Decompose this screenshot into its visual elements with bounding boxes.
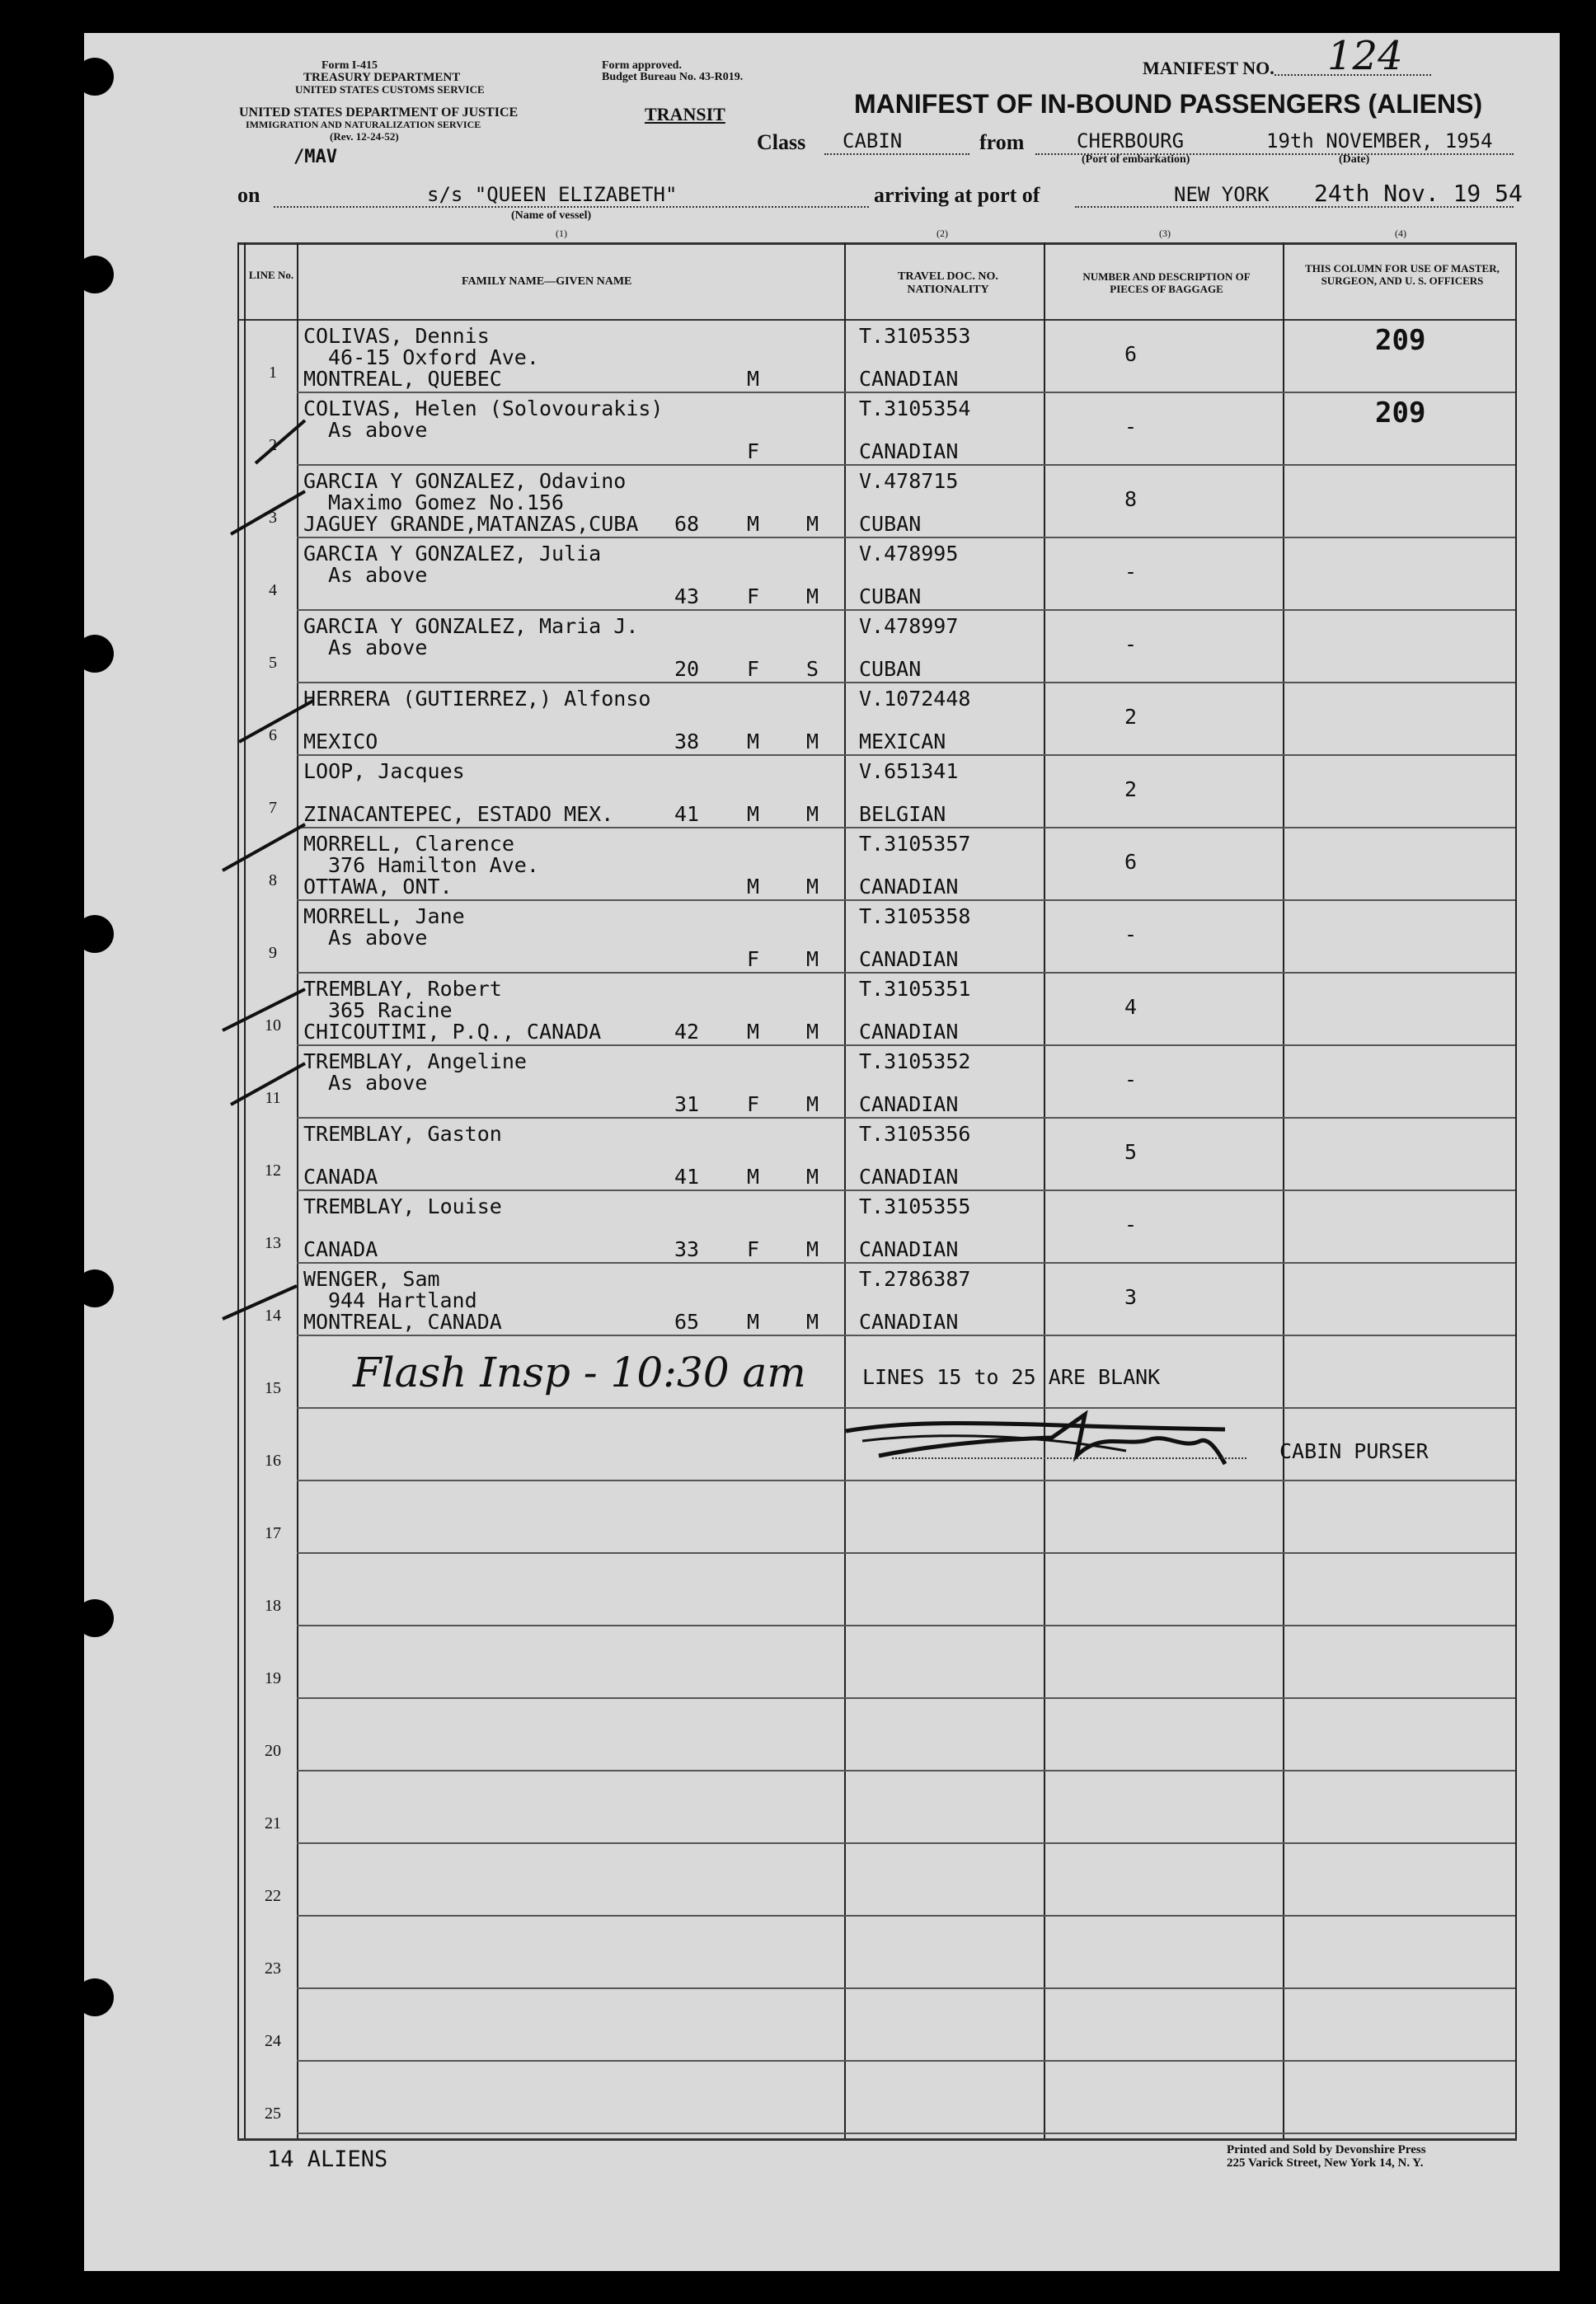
line-number: 12 [265,1161,281,1180]
officer-mark: 209 [1375,324,1426,357]
line-number: 8 [269,871,277,889]
sex: F [747,657,760,681]
line-number: 23 [265,1959,281,1978]
col-header-travel-doc: TRAVEL DOC. NO. NATIONALITY [898,270,998,296]
nationality: CANADIAN [859,947,959,971]
manifest-no-value: 124 [1327,33,1403,79]
nationality: CANADIAN [859,367,959,391]
col-header-baggage: NUMBER AND DESCRIPTION OF PIECES OF BAGGAGE [1082,270,1251,295]
name-line: TREMBLAY, Robert [303,977,502,1001]
row-divider [297,1335,1515,1336]
city-line: MONTREAL, CANADA [303,1310,502,1334]
approved-label: Form approved. [602,59,682,72]
row-divider [297,1117,1515,1119]
baggage-count: 8 [1124,487,1138,511]
name-line: HERRERA (GUTIERREZ,) Alfonso [303,687,651,711]
sex: F [747,439,760,463]
row-divider [297,754,1515,756]
name-line: COLIVAS, Helen (Solovourakis) [303,397,664,420]
vessel-name: s/s "QUEEN ELIZABETH" [427,183,678,206]
travel-doc-number: T.3105355 [859,1194,971,1218]
marital-status: M [806,730,819,753]
on-label: on [237,183,261,207]
address-line: Maximo Gomez No.156 [328,490,564,514]
printer-line-2: 225 Varick Street, New York 14, N. Y. [1227,2156,1424,2170]
nationality: CANADIAN [859,1310,959,1334]
city-line: CHICOUTIMI, P.Q., CANADA [303,1020,602,1044]
mav-label: /MAV [293,147,337,167]
manifest-title: MANIFEST OF IN-BOUND PASSENGERS (ALIENS) [854,89,1483,119]
line-number: 18 [265,1597,281,1615]
travel-doc-number: V.1072448 [859,687,971,711]
name-line: TREMBLAY, Louise [303,1194,502,1218]
name-line: MORRELL, Clarence [303,832,514,856]
row-divider [297,609,1515,611]
printer-line-1: Printed and Sold by Devonshire Press [1227,2143,1426,2156]
age: 68 [674,512,700,536]
row-divider [297,1842,1515,1844]
line-number: 5 [269,654,277,672]
name-divider [844,242,846,2140]
address-line: 376 Hamilton Ave. [328,853,539,877]
address-line: 46-15 Oxford Ave. [328,345,539,369]
marital-status: M [806,512,819,536]
class-label: Class [757,130,806,154]
name-line: COLIVAS, Dennis [303,324,490,348]
col-header-officers: THIS COLUMN FOR USE OF MASTER, SURGEON, AND U. S. OFFICERS [1305,262,1500,287]
city-line: JAGUEY GRANDE,MATANZAS,CUBA [303,512,639,536]
arriving-label: arriving at port of [874,183,1040,207]
nationality: CANADIAN [859,1165,959,1189]
line-number: 9 [269,944,277,962]
col-header-line-no: LINE No. [248,269,294,281]
nationality: CANADIAN [859,439,959,463]
travel-doc-number: T.2786387 [859,1267,971,1291]
travel-doc-number: T.3105351 [859,977,971,1001]
age: 41 [674,802,700,826]
punch-hole [76,915,114,953]
baggage-count: 2 [1124,705,1138,729]
baggage-count: 6 [1124,342,1138,366]
sex: M [747,875,760,899]
marital-status: M [806,1092,819,1116]
table-top-border [237,242,1517,245]
nationality: CUBAN [859,584,922,608]
travel-doc-number: T.3105354 [859,397,971,420]
marital-status: M [806,1165,819,1189]
purser-signature [838,1398,1242,1480]
total-aliens: 14 ALIENS [267,2147,388,2172]
line-number: 15 [265,1379,281,1397]
nationality: CANADIAN [859,875,959,899]
line-number: 4 [269,581,277,599]
name-line: GARCIA Y GONZALEZ, Odavino [303,469,627,493]
city-line: OTTAWA, ONT. [303,875,453,899]
line-number: 20 [265,1742,281,1760]
line-number: 6 [269,726,277,744]
marital-status: M [806,947,819,971]
nationality: CUBAN [859,657,922,681]
city-line: CANADA [303,1165,378,1189]
name-line: MORRELL, Jane [303,904,465,928]
baggage-count: - [1124,1213,1138,1236]
name-line: TREMBLAY, Angeline [303,1049,527,1073]
col-caption-3: (3) [1159,228,1171,239]
date-caption: (Date) [1339,153,1370,166]
baggage-count: 3 [1124,1285,1138,1309]
line-number: 22 [265,1887,281,1905]
line-number: 11 [265,1089,281,1107]
baggage-count: 6 [1124,850,1138,874]
baggage-count: - [1124,560,1138,584]
travel-doc-number: V.478995 [859,542,959,565]
row-divider [297,2060,1515,2062]
col-caption-1: (1) [556,228,567,239]
purser-label: CABIN PURSER [1279,1439,1429,1463]
sex: F [747,947,760,971]
punch-hole [76,256,114,293]
line-number: 10 [265,1016,281,1035]
marital-status: M [806,1020,819,1044]
line-number: 16 [265,1452,281,1470]
name-line: GARCIA Y GONZALEZ, Julia [303,542,602,565]
city-line: MONTREAL, QUEBEC [303,367,502,391]
nationality: CANADIAN [859,1237,959,1261]
marital-status: M [806,584,819,608]
punch-hole [76,635,114,673]
nationality: MEXICAN [859,730,946,753]
row-divider [297,1770,1515,1771]
city-line: MEXICO [303,730,378,753]
line-number: 1 [269,364,277,382]
doc-divider [1044,242,1045,2140]
age: 20 [674,657,700,681]
travel-doc-number: T.3105357 [859,832,971,856]
baggage-count: - [1124,1068,1138,1091]
baggage-count: 5 [1124,1140,1138,1164]
row-divider [297,1625,1515,1626]
name-line: WENGER, Sam [303,1267,440,1291]
from-value: CHERBOURG [1077,129,1185,153]
age: 43 [674,584,700,608]
baggage-count: - [1124,632,1138,656]
age: 31 [674,1092,700,1116]
marital-status: M [806,1310,819,1334]
row-divider [297,537,1515,538]
row-divider [297,1552,1515,1554]
punch-hole [76,1978,114,2016]
row-divider [297,2133,1515,2134]
sex: M [747,802,760,826]
age: 41 [674,1165,700,1189]
name-line: TREMBLAY, Gaston [303,1122,502,1146]
travel-doc-number: T.3105358 [859,904,971,928]
row-divider [297,1697,1515,1699]
col-caption-4: (4) [1395,228,1406,239]
address-line: As above [328,636,428,659]
line-number: 24 [265,2032,281,2050]
sex: M [747,730,760,753]
age: 38 [674,730,700,753]
travel-doc-number: T.3105356 [859,1122,971,1146]
marital-status: M [806,875,819,899]
address-line: As above [328,563,428,587]
travel-doc-number: V.478997 [859,614,959,638]
age: 33 [674,1237,700,1261]
punch-hole [76,58,114,96]
row-divider [297,392,1515,393]
arrival-port: NEW YORK [1174,183,1270,206]
travel-doc-number: V.651341 [859,759,959,783]
blank-lines-note: LINES 15 to 25 ARE BLANK [862,1365,1161,1389]
line-number: 14 [265,1307,281,1325]
baggage-count: 2 [1124,777,1138,801]
manifest-no-label: MANIFEST NO. [1143,58,1274,78]
vessel-caption: (Name of vessel) [511,209,592,222]
punch-hole [76,1599,114,1637]
sex: M [747,512,760,536]
row-divider [297,972,1515,974]
table-header-border [237,319,1517,321]
row-divider [297,464,1515,466]
address-line: As above [328,926,428,950]
sex: M [747,367,760,391]
marital-status: S [806,657,819,681]
line-number: 13 [265,1234,281,1252]
date-value: 19th NOVEMBER, 1954 [1266,129,1493,153]
travel-doc-number: T.3105352 [859,1049,971,1073]
line-number: 19 [265,1669,281,1687]
baggage-count: 4 [1124,995,1138,1019]
handwritten-inspection-note: Flash Insp - 10:30 am [353,1349,806,1396]
address-line: 365 Racine [328,998,453,1022]
nationality: CANADIAN [859,1020,959,1044]
col-caption-2: (2) [936,228,948,239]
baggage-count: - [1124,922,1138,946]
arrival-date: 24th Nov. 19 54 [1314,180,1523,207]
address-line: As above [328,1071,428,1095]
travel-doc-number: V.478715 [859,469,959,493]
line-number: 3 [269,509,277,527]
row-divider [297,1915,1515,1917]
class-line [824,153,969,155]
row-divider [297,1987,1515,1989]
budget-label: Budget Bureau No. 43-R019. [602,71,744,83]
vessel-line [274,206,869,208]
sex: F [747,1237,760,1261]
city-line: ZINACANTEPEC, ESTADO MEX. [303,802,614,826]
sex: M [747,1165,760,1189]
line-number: 7 [269,799,277,817]
address-line: As above [328,418,428,442]
purser-line [892,1457,1246,1459]
form-number: Form I-415 [322,59,378,72]
name-line: LOOP, Jacques [303,759,465,783]
row-divider [297,1190,1515,1191]
from-label: from [979,130,1025,154]
row-divider [297,1262,1515,1264]
sex: M [747,1020,760,1044]
age: 65 [674,1310,700,1334]
row-divider [297,827,1515,828]
address-line: 944 Hartland [328,1288,477,1312]
nationality: CANADIAN [859,1092,959,1116]
table-right-border [1515,242,1517,2140]
travel-doc-number: T.3105353 [859,324,971,348]
checkmark-strokes [206,412,354,1368]
port-caption: (Port of embarkation) [1082,153,1190,166]
sex: M [747,1310,760,1334]
class-value: CABIN [843,129,903,153]
marital-status: M [806,802,819,826]
name-line: GARCIA Y GONZALEZ, Maria J. [303,614,639,638]
baggage-divider [1283,242,1284,2140]
nationality: BELGIAN [859,802,946,826]
line-number: 2 [269,436,277,454]
col-header-name: FAMILY NAME—GIVEN NAME [462,275,632,288]
rev-label: (Rev. 12-24-52) [330,130,399,143]
nationality: CUBAN [859,512,922,536]
city-line: CANADA [303,1237,378,1261]
age: 42 [674,1020,700,1044]
doj-label: UNITED STATES DEPARTMENT OF JUSTICE [239,106,519,120]
row-divider [297,1044,1515,1046]
sex: F [747,584,760,608]
customs-label: UNITED STATES CUSTOMS SERVICE [295,83,485,96]
row-divider [297,899,1515,901]
line-number: 21 [265,1814,281,1832]
baggage-count: - [1124,415,1138,439]
line-number: 17 [265,1524,281,1542]
line-number: 25 [265,2105,281,2123]
row-divider [297,682,1515,683]
ins-label: IMMIGRATION AND NATURALIZATION SERVICE [246,119,481,130]
marital-status: M [806,1237,819,1261]
transit-label: TRANSIT [645,104,725,124]
treasury-label: TREASURY DEPARTMENT [303,71,461,84]
punch-hole [76,1269,114,1307]
table-bottom-border [237,2138,1517,2141]
sex: F [747,1092,760,1116]
officer-mark: 209 [1375,397,1426,429]
